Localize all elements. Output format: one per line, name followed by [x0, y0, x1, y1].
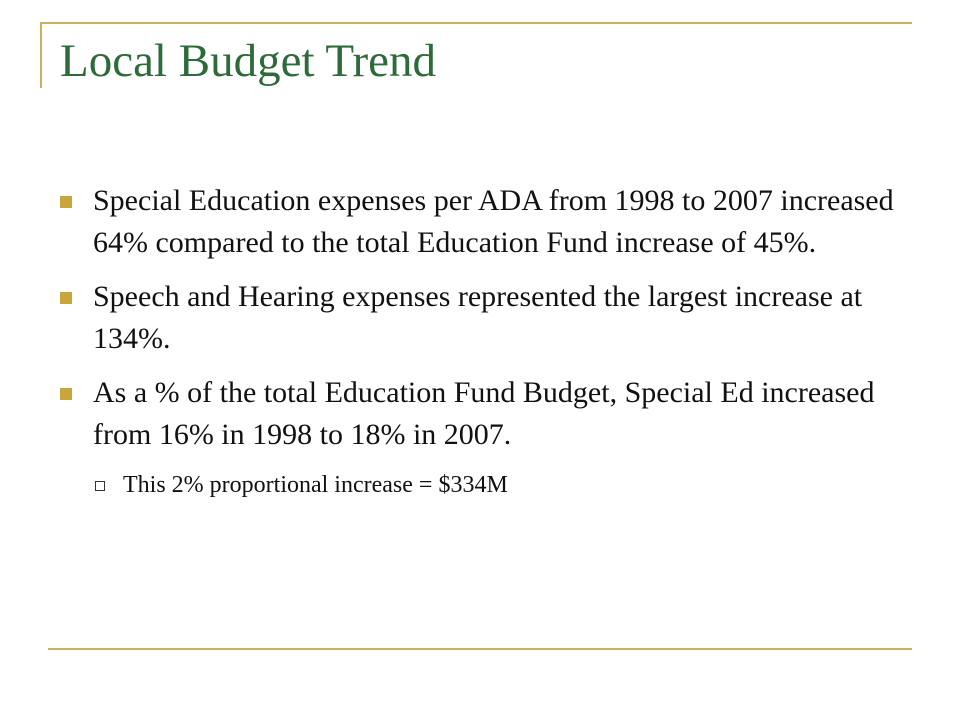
sub-bullet-text: This 2% proportional increase = $334M [123, 472, 508, 498]
bottom-rule [48, 648, 912, 650]
square-bullet-icon [60, 196, 72, 208]
bullet-item [60, 372, 900, 456]
bullet-item [60, 276, 900, 360]
bullet-list [60, 180, 900, 502]
bullet-text: Speech and Hearing expenses represented the largest increase at 134%. [93, 280, 863, 355]
square-bullet-icon [60, 388, 72, 400]
square-bullet-icon [60, 292, 72, 304]
sub-bullet-item [93, 468, 900, 502]
top-rule [40, 22, 912, 24]
slide-title: Local Budget Trend [60, 35, 436, 87]
bullet-item [60, 180, 900, 264]
bullet-text: Special Education expenses per ADA from 1998 to 2007 increased 64% compared to the total Education Fund increase of 45%. [93, 184, 894, 259]
hollow-square-bullet-icon [95, 481, 105, 491]
left-rule [40, 22, 42, 88]
bullet-text: As a % of the total Education Fund Budget, Special Ed increased from 16% in 1998 to 18% in 2007. [93, 376, 875, 451]
